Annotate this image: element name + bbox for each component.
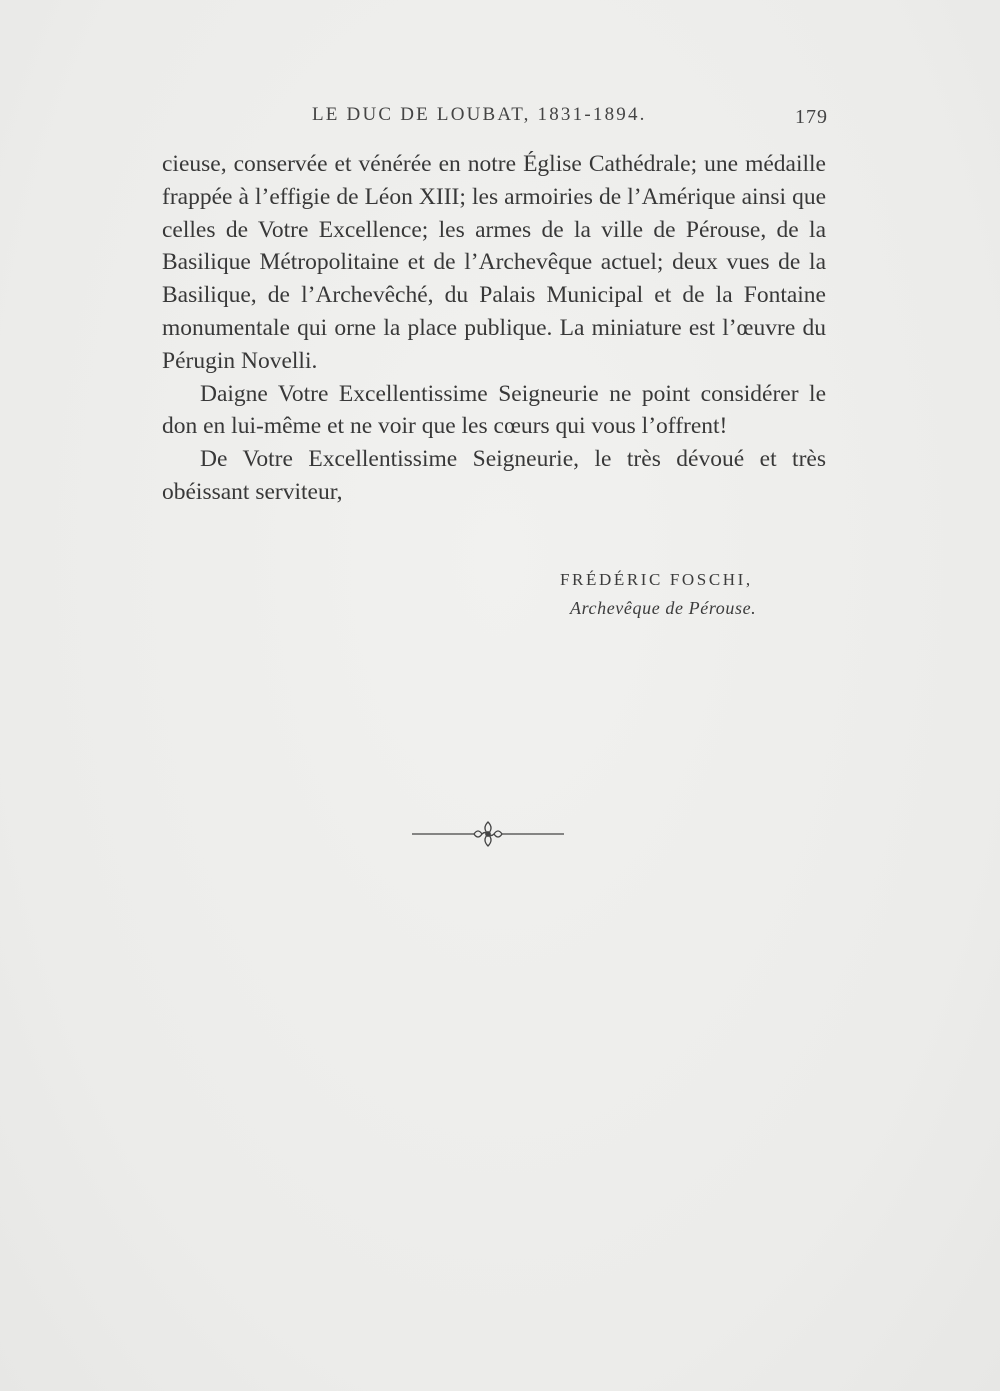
paragraph: De Votre Excellentissime Seigneurie, le très dévoué et très obéissant serviteur, xyxy=(162,446,826,505)
paragraph: cieuse, conservée et vénérée en notre Église Cathédrale; une médaille frappée à l’effigie de Léon XIII; les armoiries de l’Amérique ainsi que celles de Votre Excellence; les armes de la ville de Pérouse, de la Basilique Métropolitaine et de l’Archevêque actuel; deux vues de la Basilique, de l’Archevêché, du Palais Municipal et de la Fontaine monumentale qui orne la place publique. La miniature est l’œuvre du Pérugin Novelli. xyxy=(162,151,826,374)
page-number: 179 xyxy=(795,106,828,128)
body-text xyxy=(162,148,826,509)
fleuron-tailpiece-icon xyxy=(412,818,564,850)
running-head xyxy=(160,104,828,134)
signatory-title: Archevêque de Pérouse. xyxy=(570,598,757,618)
signature-block xyxy=(560,570,800,619)
signatory-name: FRÉDÉRIC FOSCHI, xyxy=(560,570,753,589)
running-title: LE DUC DE LOUBAT, 1831-1894. xyxy=(312,104,647,125)
paragraph: Daigne Votre Excellentissime Seigneurie ne point considérer le don en lui-même et ne voir que les cœurs qui vous l’offrent! xyxy=(162,380,826,440)
